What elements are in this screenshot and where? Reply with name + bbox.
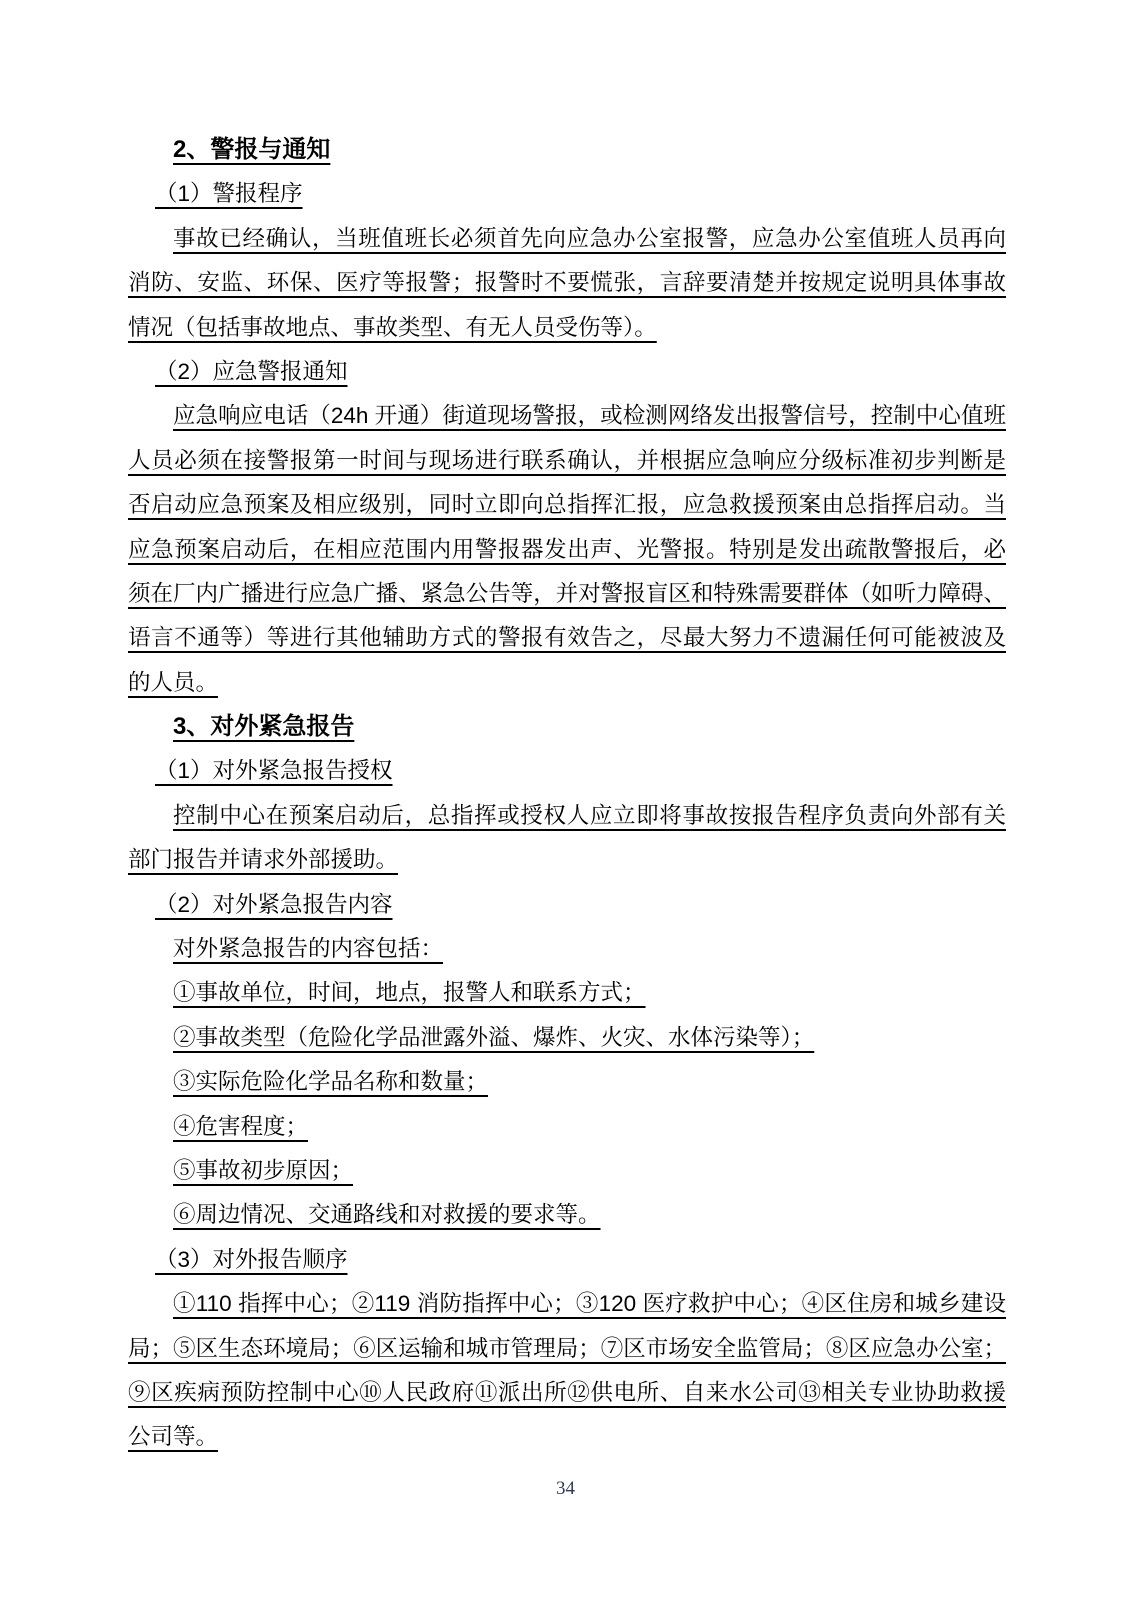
text-line: 语言不通等）等进行其他辅助方式的警报有效告之，尽最大努力不遗漏任何可能被波及 [128,625,1006,651]
text-line: 部门报告并请求外部援助。 [128,847,399,873]
text-line: ⑨区疾病预防控制中心⑩人民政府⑪派出所⑫供电所、自来水公司⑬相关专业协助救援 [128,1379,1006,1405]
text-line: 情况（包括事故地点、事故类型、有无人员受伤等）。 [128,314,657,340]
section-heading: 2、警报与通知 [173,136,331,163]
sub-heading: （1）对外紧急报告授权 [155,758,393,784]
text-line: 公司等。 [128,1424,219,1450]
text-line: ③实际危险化学品名称和数量； [173,1069,489,1095]
sub-heading: （1）警报程序 [155,181,303,207]
text-line: ①事故单位，时间，地点，报警人和联系方式； [173,980,646,1006]
text-line: 对外紧急报告的内容包括： [173,936,444,962]
sub-heading: （2）对外紧急报告内容 [155,891,393,917]
text-line: 应急预案启动后，在相应范围内用警报器发出声、光警报。特别是发出疏散警报后，必 [128,536,1006,562]
text-line: 消防、安监、环保、医疗等报警；报警时不要慌张，言辞要清楚并按规定说明具体事故 [128,270,1006,296]
text-line: 事故已经确认，当班值班长必须首先向应急办公室报警，应急办公室值班人员再向 [173,225,1006,251]
text-line: 人员必须在接警报第一时间与现场进行联系确认，并根据应急响应分级标准初步判断是 [128,447,1006,473]
text-line: ④危害程度； [173,1113,309,1139]
page-number: 34 [556,1478,575,1499]
sub-heading: （2）应急警报通知 [155,358,348,384]
text-line: 局；⑤区生态环境局；⑥区运输和城市管理局；⑦区市场安全监管局；⑧区应急办公室； [128,1335,1006,1361]
text-line: ⑤事故初步原因； [173,1157,354,1183]
document-content [128,128,1006,1460]
text-line: 的人员。 [128,669,219,695]
text-line: 否启动应急预案及相应级别，同时立即向总指挥汇报，应急救援预案由总指挥启动。当 [128,492,1006,518]
text-line: ①110 指挥中心；②119 消防指挥中心；③120 医疗救护中心；④区住房和城乡建设 [173,1291,1006,1317]
text-line: ⑥周边情况、交通路线和对救援的要求等。 [173,1202,601,1228]
text-line: 控制中心在预案启动后，总指挥或授权人应立即将事故按报告程序负责向外部有关 [173,802,1006,828]
text-line: 应急响应电话（24h 开通）街道现场警报，或检测网络发出报警信号，控制中心值班 [173,403,1006,429]
text-line: 须在厂内广播进行应急广播、紧急公告等，并对警报盲区和特殊需要群体（如听力障碍、 [128,580,1006,606]
sub-heading: （3）对外报告顺序 [155,1246,348,1272]
section-heading: 3、对外紧急报告 [173,713,355,741]
text-line: ②事故类型（危险化学品泄露外溢、爆炸、火灾、水体污染等）； [173,1024,815,1050]
